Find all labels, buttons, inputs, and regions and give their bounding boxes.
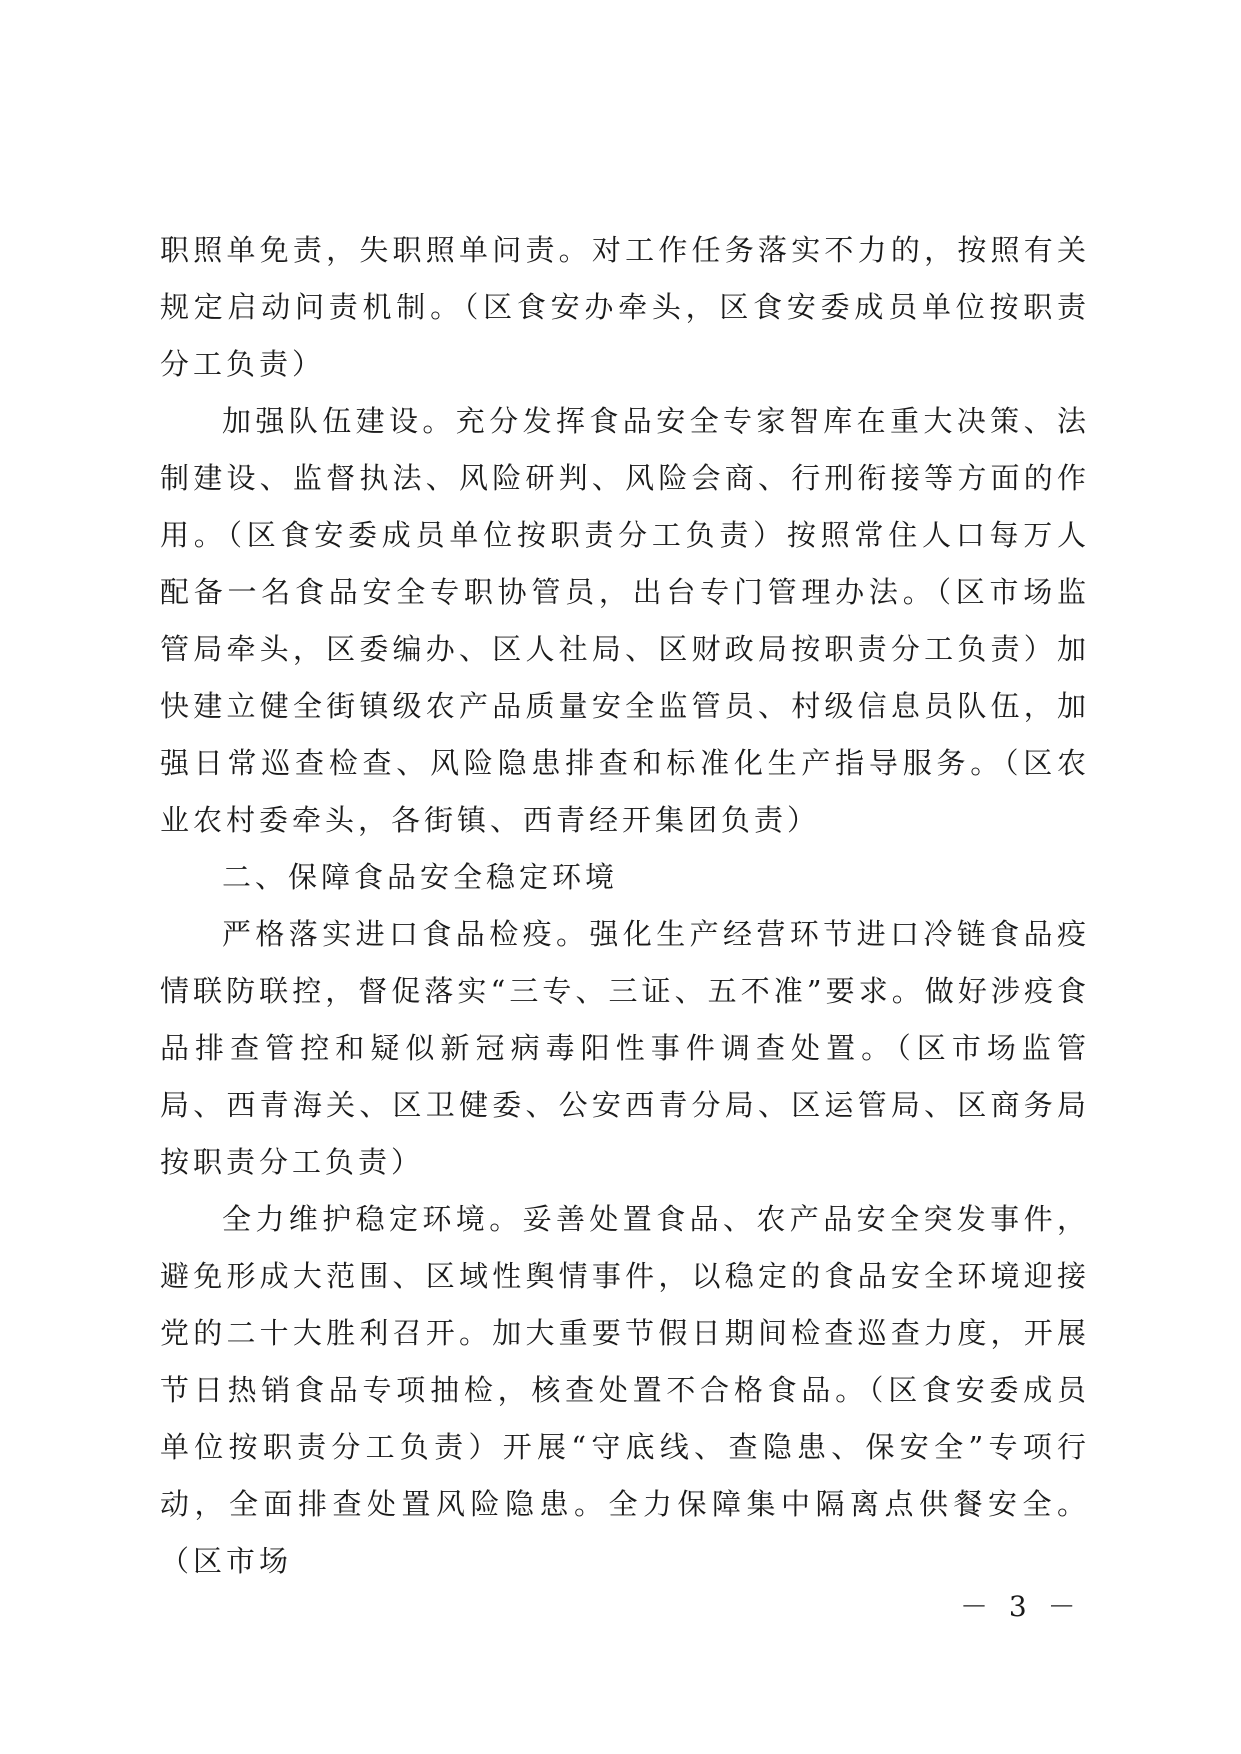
- paragraph-continued: 职照单免责，失职照单问责。对工作任务落实不力的，按照有关规定启动问责机制。（区食安办牵头，区食安委成员单位按职责分工负责）: [160, 233, 1090, 381]
- document-body: [160, 222, 1090, 1590]
- section-heading: 二、保障食品安全稳定环境: [222, 860, 619, 894]
- paragraph-import-quarantine: 严格落实进口食品检疫。强化生产经营环节进口冷链食品疫情联防联控，督促落实“三专、三证、五不准”要求。做好涉疫食品排查管控和疑似新冠病毒阳性事件调查处置。（区市场监管局、西青海关、区卫健委、公安西青分局、区运管局、区商务局按职责分工负责）: [160, 917, 1090, 1179]
- paragraph-stability: 全力维护稳定环境。妥善处置食品、农产品安全突发事件，避免形成大范围、区域性舆情事件，以稳定的食品安全环境迎接党的二十大胜利召开。加大重要节假日期间检查巡查力度，开展节日热销食品专项抽检，核查处置不合格食品。（区食安委成员单位按职责分工负责）开展“守底线、查隐患、保安全”专项行动，全面排查处置风险隐患。全力保障集中隔离点供餐安全。（区市场: [160, 1202, 1090, 1578]
- paragraph-team-building: 加强队伍建设。充分发挥食品安全专家智库在重大决策、法制建设、监督执法、风险研判、风险会商、行刑衔接等方面的作用。（区食安委成员单位按职责分工负责）按照常住人口每万人配备一名食品安全专职协管员，出台专门管理办法。（区市场监管局牵头，区委编办、区人社局、区财政局按职责分工负责）加快建立健全街镇级农产品质量安全监管员、村级信息员队伍，加强日常巡查检查、风险隐患排查和标准化生产指导服务。（区农业农村委牵头，各街镇、西青经开集团负责）: [160, 404, 1090, 837]
- page-number: － 3 －: [960, 1590, 1082, 1623]
